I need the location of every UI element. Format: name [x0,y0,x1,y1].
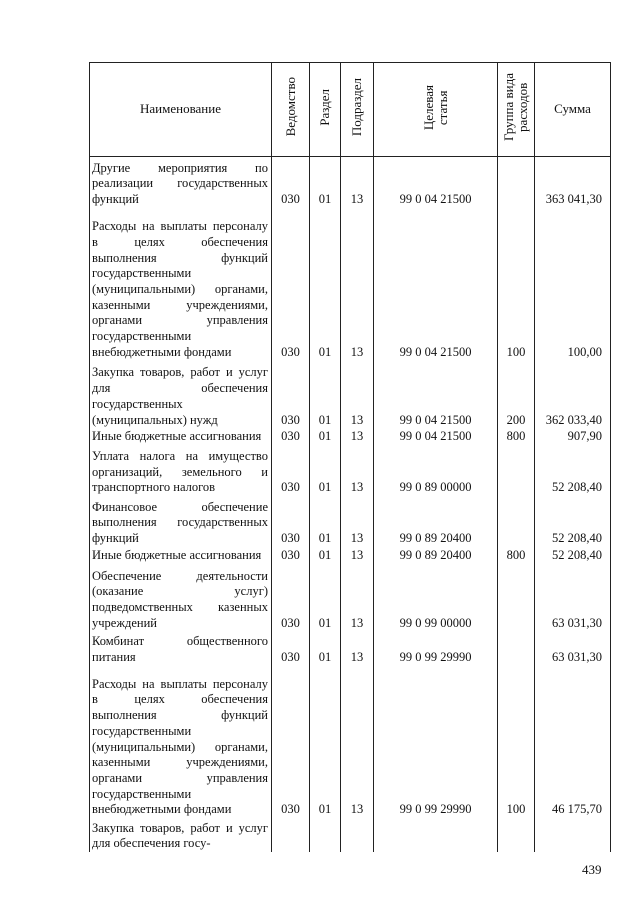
row-vedomstvo: 030 [272,632,310,666]
row-sum: 52 208,40 [535,496,611,547]
budget-table [89,62,611,852]
row-target: 99 0 89 20400 [374,496,498,547]
row-sum: 362 033,40 [535,360,611,428]
header-target-label: Целевая статья [420,84,450,130]
row-name: Уплата налога на имущество организаций, земельного и транспортного налогов [90,445,272,496]
row-group [498,157,535,208]
row-sum: 907,90 [535,428,611,445]
header-name-label: Наименование [140,101,221,117]
row-group: 100 [498,665,535,818]
table-row [90,564,611,632]
table-row [90,665,611,818]
row-name: Закупка товаров, работ и услуг для обеспечения госу- [90,818,272,852]
row-vedomstvo: 030 [272,547,310,564]
row-group [498,445,535,496]
table-row [90,818,611,852]
row-razdel: 01 [310,208,341,361]
header-sum [535,63,611,157]
row-razdel: 01 [310,360,341,428]
row-podrazdel: 13 [341,547,374,564]
row-sum [535,818,611,852]
header-razdel-label: Раздел [317,88,332,126]
row-razdel: 01 [310,632,341,666]
row-razdel: 01 [310,665,341,818]
row-razdel: 01 [310,428,341,445]
row-target: 99 0 99 00000 [374,564,498,632]
row-target: 99 0 99 29990 [374,665,498,818]
row-sum: 52 208,40 [535,547,611,564]
row-podrazdel: 13 [341,445,374,496]
row-name: Расходы на выплаты персоналу в целях обеспечения выполнения функций государственными (муниципальными) органами, казенными учреждениями, органами управления государственными внебюджетными фондами [90,665,272,818]
row-podrazdel: 13 [341,632,374,666]
row-target: 99 0 89 20400 [374,547,498,564]
row-name: Финансовое обеспечение выполнения государственных функций [90,496,272,547]
row-sum: 363 041,30 [535,157,611,208]
header-vedomstvo [272,63,310,157]
row-name: Иные бюджетные ассигнования [90,547,272,564]
row-group: 800 [498,547,535,564]
row-name: Закупка товаров, работ и услуг для обеспечения государственных (муниципальных) нужд [90,360,272,428]
row-vedomstvo: 030 [272,665,310,818]
table-row [90,157,611,208]
row-sum: 100,00 [535,208,611,361]
table-row [90,496,611,547]
row-name: Комбинат общественного питания [90,632,272,666]
header-group-label: Группа вида расходов [501,73,530,142]
page-number: 439 [582,862,602,877]
row-sum: 46 175,70 [535,665,611,818]
header-podrazdel-label: Подраздел [349,78,364,137]
row-podrazdel [341,818,374,852]
table-row [90,445,611,496]
row-vedomstvo [272,818,310,852]
row-podrazdel: 13 [341,157,374,208]
row-group: 100 [498,208,535,361]
table-row [90,360,611,428]
row-podrazdel: 13 [341,360,374,428]
row-target: 99 0 04 21500 [374,208,498,361]
row-target [374,818,498,852]
header-row [90,63,611,157]
header-razdel [310,63,341,157]
row-group [498,632,535,666]
row-vedomstvo: 030 [272,564,310,632]
table-row [90,428,611,445]
row-razdel: 01 [310,496,341,547]
row-podrazdel: 13 [341,208,374,361]
row-razdel: 01 [310,157,341,208]
row-vedomstvo: 030 [272,496,310,547]
row-razdel: 01 [310,564,341,632]
table-row [90,208,611,361]
row-podrazdel: 13 [341,564,374,632]
row-group: 200 [498,360,535,428]
row-razdel [310,818,341,852]
row-razdel: 01 [310,547,341,564]
row-target: 99 0 89 00000 [374,445,498,496]
header-group [498,63,535,157]
row-sum: 63 031,30 [535,632,611,666]
row-target: 99 0 04 21500 [374,428,498,445]
row-sum: 52 208,40 [535,445,611,496]
header-vedomstvo-label: Ведомство [282,77,298,137]
row-razdel: 01 [310,445,341,496]
table-row [90,632,611,666]
row-name: Расходы на выплаты персоналу в целях обеспечения выполнения функций государственными (муниципальными) органами, казенными учреждениями, органами управления государственными внебюджетными фондами [90,208,272,361]
row-vedomstvo: 030 [272,428,310,445]
table-row [90,547,611,564]
row-group [498,564,535,632]
row-vedomstvo: 030 [272,157,310,208]
row-vedomstvo: 030 [272,208,310,361]
row-group [498,496,535,547]
row-podrazdel: 13 [341,496,374,547]
row-sum: 63 031,30 [535,564,611,632]
header-name [90,63,272,157]
row-target: 99 0 04 21500 [374,157,498,208]
row-group: 800 [498,428,535,445]
header-sum-label: Сумма [554,101,591,117]
header-target [374,63,498,157]
row-vedomstvo: 030 [272,445,310,496]
row-podrazdel: 13 [341,665,374,818]
row-name: Другие мероприятия по реализации государственных функций [90,157,272,208]
row-group [498,818,535,852]
row-name: Иные бюджетные ассигнования [90,428,272,445]
row-name: Обеспечение деятельности (оказание услуг) подведомственных казенных учреждений [90,564,272,632]
row-target: 99 0 04 21500 [374,360,498,428]
header-podrazdel [341,63,374,157]
row-vedomstvo: 030 [272,360,310,428]
row-podrazdel: 13 [341,428,374,445]
row-target: 99 0 99 29990 [374,632,498,666]
